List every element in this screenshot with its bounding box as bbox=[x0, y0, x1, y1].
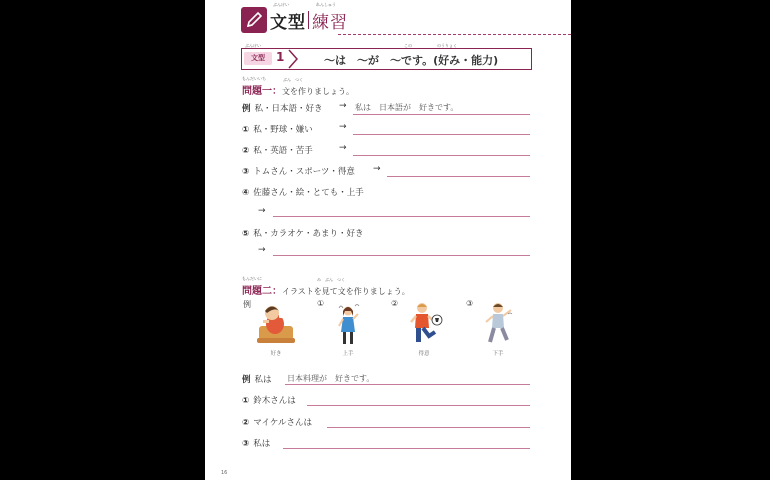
example-answer: 日本料理が 好きです。 bbox=[287, 374, 375, 383]
pattern-furigana-2: のうりょく bbox=[437, 43, 457, 48]
answer-line-7[interactable] bbox=[327, 427, 530, 428]
picture-caption: 得意 bbox=[418, 351, 430, 357]
arrow-icon: → bbox=[373, 164, 381, 174]
pattern-number: 1 bbox=[276, 50, 285, 64]
example-marker: 例 bbox=[242, 375, 251, 385]
page-title-main: 文型 bbox=[270, 13, 306, 33]
picture-marker: ② bbox=[391, 299, 399, 308]
section1-label: 問題一： bbox=[242, 86, 282, 97]
section2-item-2 bbox=[242, 416, 312, 428]
section2-instruction-furigana: み ぶん つく bbox=[317, 277, 345, 282]
item-marker: ④ bbox=[242, 188, 250, 198]
example-prompt: 私・日本語・好き bbox=[254, 104, 323, 114]
example-answer: 私は 日本語が 好きです。 bbox=[355, 103, 459, 112]
picture-caption: 上手 bbox=[342, 351, 354, 357]
chevron-right-icon bbox=[286, 49, 300, 69]
item-prompt: 私は bbox=[253, 439, 271, 449]
title-sub-furigana: れんしゅう bbox=[316, 2, 336, 7]
item-marker: ③ bbox=[242, 167, 250, 177]
picture-marker: ③ bbox=[466, 299, 474, 308]
picture-caption: 好き bbox=[270, 351, 282, 357]
girl-singing-illustration bbox=[333, 302, 363, 348]
section2-example bbox=[242, 373, 272, 385]
section1-label-furigana: もんだいいち bbox=[242, 76, 266, 81]
man-dancing-illustration bbox=[481, 300, 515, 348]
pattern-tag: 文型 bbox=[244, 52, 272, 65]
item-prompt: トムさん・スポーツ・得意 bbox=[253, 167, 355, 177]
section1-instruction-furigana: ぶん つく bbox=[283, 77, 303, 82]
answer-line-5[interactable] bbox=[273, 255, 530, 256]
arrow-icon: → bbox=[339, 122, 347, 132]
picture-caption: 下手 bbox=[492, 351, 504, 357]
section2-instruction: イラストを見て文を作りましょう。 bbox=[282, 287, 410, 296]
worksheet-page bbox=[205, 0, 571, 480]
item-prompt: 鈴木さんは bbox=[253, 396, 296, 406]
section2-title bbox=[242, 282, 410, 297]
item-marker: ⑤ bbox=[242, 229, 250, 239]
answer-line-1[interactable] bbox=[353, 134, 530, 135]
item-marker: ② bbox=[242, 418, 250, 428]
picture-marker: 例 bbox=[243, 300, 251, 309]
item-prompt: 佐藤さん・絵・とても・上手 bbox=[253, 188, 364, 198]
title-separator bbox=[308, 11, 309, 29]
pattern-text: ～は ～が ～です。(好み・能力) bbox=[324, 54, 499, 67]
arrow-icon: → bbox=[258, 245, 266, 255]
page-title-sub: 練習 bbox=[312, 13, 348, 33]
section1-example bbox=[242, 102, 323, 114]
section1-item-5 bbox=[242, 227, 364, 239]
example-prompt: 私は bbox=[254, 375, 272, 385]
pattern-furigana-1: この bbox=[404, 43, 412, 48]
title-main-furigana: ぶんけい bbox=[273, 2, 289, 7]
example-marker: 例 bbox=[242, 104, 251, 114]
item-marker: ① bbox=[242, 125, 250, 135]
answer-line-6[interactable] bbox=[307, 405, 530, 406]
item-prompt: マイケルさんは bbox=[253, 418, 312, 428]
answer-line-4[interactable] bbox=[273, 216, 530, 217]
item-prompt: 私・野球・嫌い bbox=[253, 125, 313, 135]
item-prompt: 私・カラオケ・あまり・好き bbox=[253, 229, 364, 239]
header-dashed-line bbox=[338, 34, 571, 35]
man-soccer-illustration bbox=[405, 300, 445, 348]
answer-line-2[interactable] bbox=[353, 155, 530, 156]
section1-title bbox=[242, 82, 354, 97]
section2-item-3 bbox=[242, 437, 270, 449]
section1-instruction: 文を作りましょう。 bbox=[282, 87, 354, 96]
answer-line bbox=[285, 384, 530, 385]
arrow-icon: → bbox=[258, 206, 266, 216]
arrow-icon: → bbox=[339, 101, 347, 111]
section1-item-3 bbox=[242, 165, 355, 177]
pencil-icon bbox=[241, 7, 267, 33]
section2-label-furigana: もんだいに bbox=[242, 276, 262, 281]
pattern-tag-furigana: ぶんけい bbox=[245, 43, 261, 48]
sentence-pattern-box bbox=[241, 48, 532, 70]
item-prompt: 私・英語・苦手 bbox=[253, 146, 313, 156]
answer-line-3[interactable] bbox=[387, 176, 530, 177]
page-number: 16 bbox=[221, 470, 228, 476]
answer-line-8[interactable] bbox=[283, 448, 530, 449]
item-marker: ③ bbox=[242, 439, 250, 449]
person-eating-illustration bbox=[253, 300, 299, 346]
answer-line bbox=[353, 114, 530, 115]
section2-item-1 bbox=[242, 394, 296, 406]
section2-label: 問題二： bbox=[242, 286, 282, 297]
section1-item-4 bbox=[242, 186, 364, 198]
section1-item-1 bbox=[242, 123, 313, 135]
item-marker: ② bbox=[242, 146, 250, 156]
item-marker: ① bbox=[242, 396, 250, 406]
picture-marker: ① bbox=[317, 299, 325, 308]
arrow-icon: → bbox=[339, 143, 347, 153]
section1-item-2 bbox=[242, 144, 313, 156]
